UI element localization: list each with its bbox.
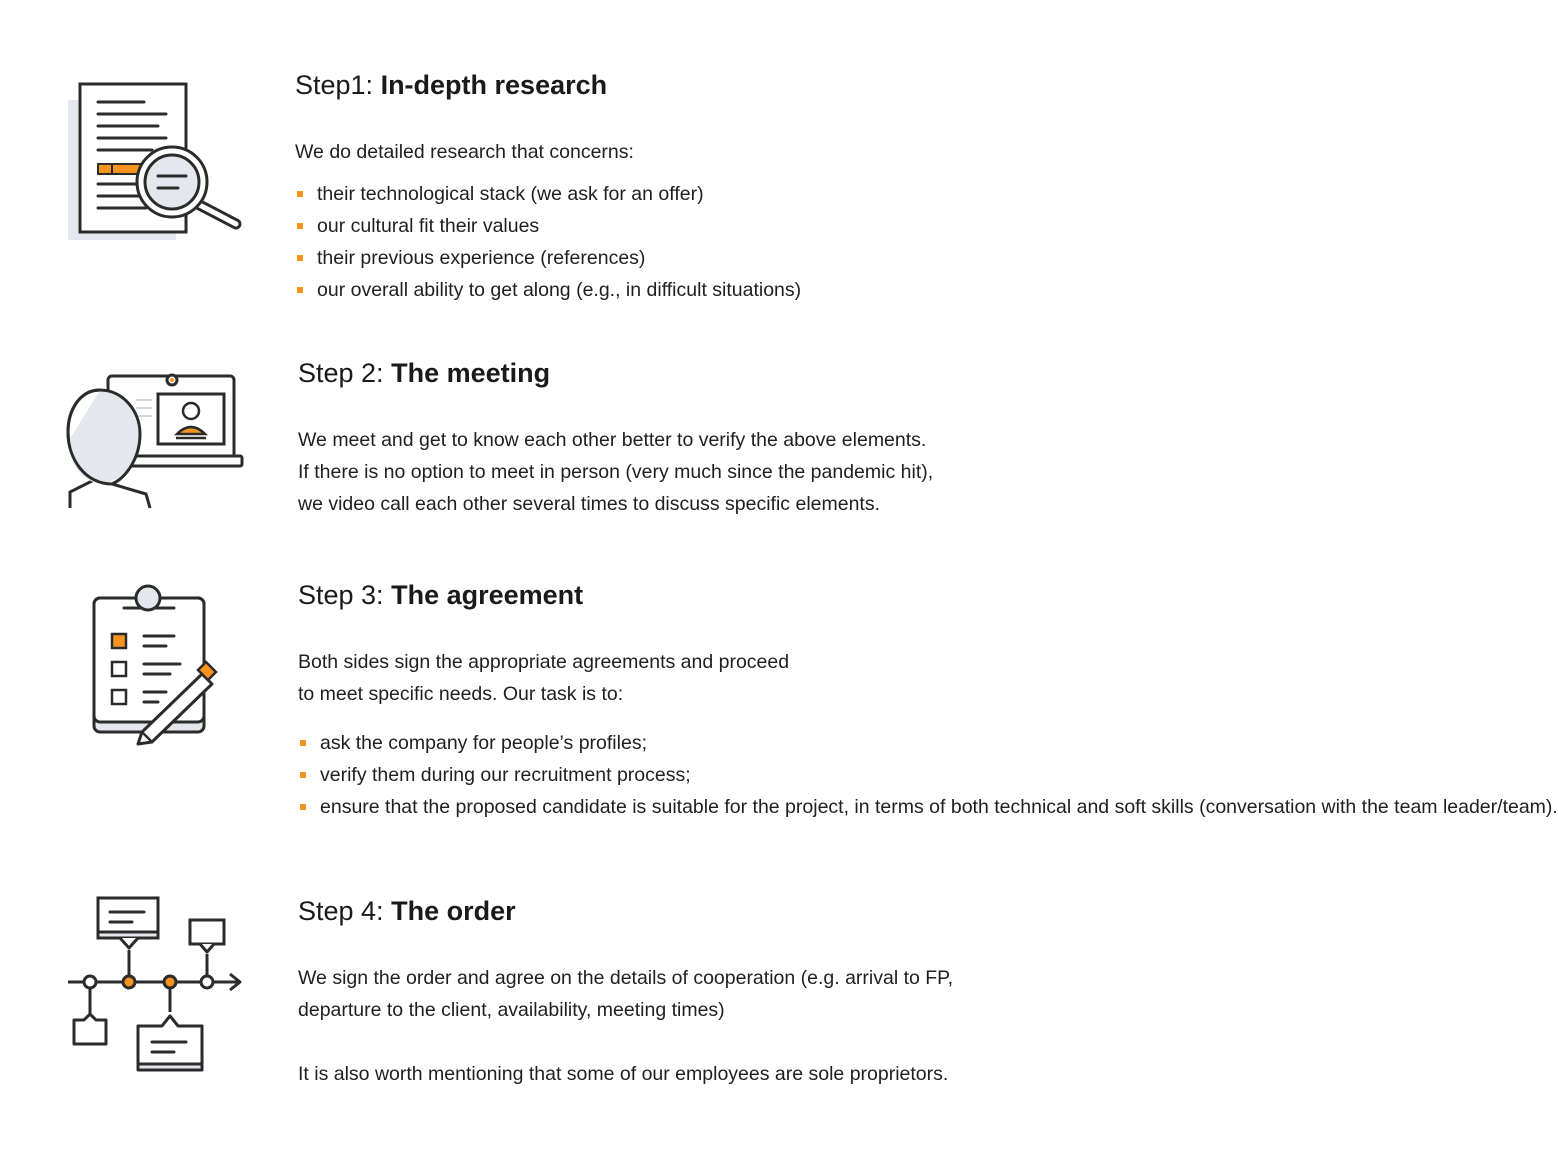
step-3-title: Step 3: The agreement: [298, 580, 584, 610]
clipboard-checklist-icon: [88, 582, 220, 751]
step-2-line-1: We meet and get to know each other better to verify the above elements.: [298, 429, 927, 451]
step-4: [0, 886, 1104, 1106]
step-4-note: It is also worth mentioning that some of our employees are sole proprietors.: [298, 1063, 949, 1085]
step-4-line-1: We sign the order and agree on the details of cooperation (e.g. arrival to FP,: [298, 967, 954, 989]
step-2-line-2: If there is no option to meet in person (very much since the pandemic hit),: [298, 461, 934, 483]
step-4-line-2: departure to the client, availability, meeting times): [298, 999, 725, 1021]
step-3: [0, 570, 1558, 860]
step-1-bullet-list: [295, 178, 801, 306]
step-1: [0, 60, 1104, 320]
step-1-title: Step1: In-depth research: [295, 70, 608, 100]
list-item: verify them during our recruitment process;: [298, 759, 1054, 791]
step-4-title: Step 4: The order: [298, 896, 516, 926]
step-2-title: Step 2: The meeting: [298, 358, 551, 388]
video-call-icon: [64, 370, 246, 517]
list-item: ask the company for people’s profiles;: [298, 727, 1054, 759]
step-3-bullet-list: [298, 727, 1558, 823]
step-2-line-3: we video call each other several times to discuss specific elements.: [298, 493, 881, 515]
step-1-intro: We do detailed research that concerns:: [295, 141, 634, 163]
step-3-line-1: Both sides sign the appropriate agreements and proceed: [298, 651, 790, 673]
document-magnifier-icon: [66, 80, 246, 250]
timeline-icon: [66, 894, 246, 1081]
list-item: ensure that the proposed candidate is suitable for the project, in terms of both technical and soft skills (conversation with the team leader/team).: [298, 791, 1054, 823]
step-2: [0, 348, 1104, 538]
step-3-line-2: to meet specific needs. Our task is to:: [298, 683, 624, 705]
list-item: their technological stack (we ask for an offer): [295, 178, 801, 210]
list-item: our overall ability to get along (e.g., in difficult situations): [295, 274, 801, 306]
list-item: our cultural fit their values: [295, 210, 801, 242]
list-item: their previous experience (references): [295, 242, 801, 274]
